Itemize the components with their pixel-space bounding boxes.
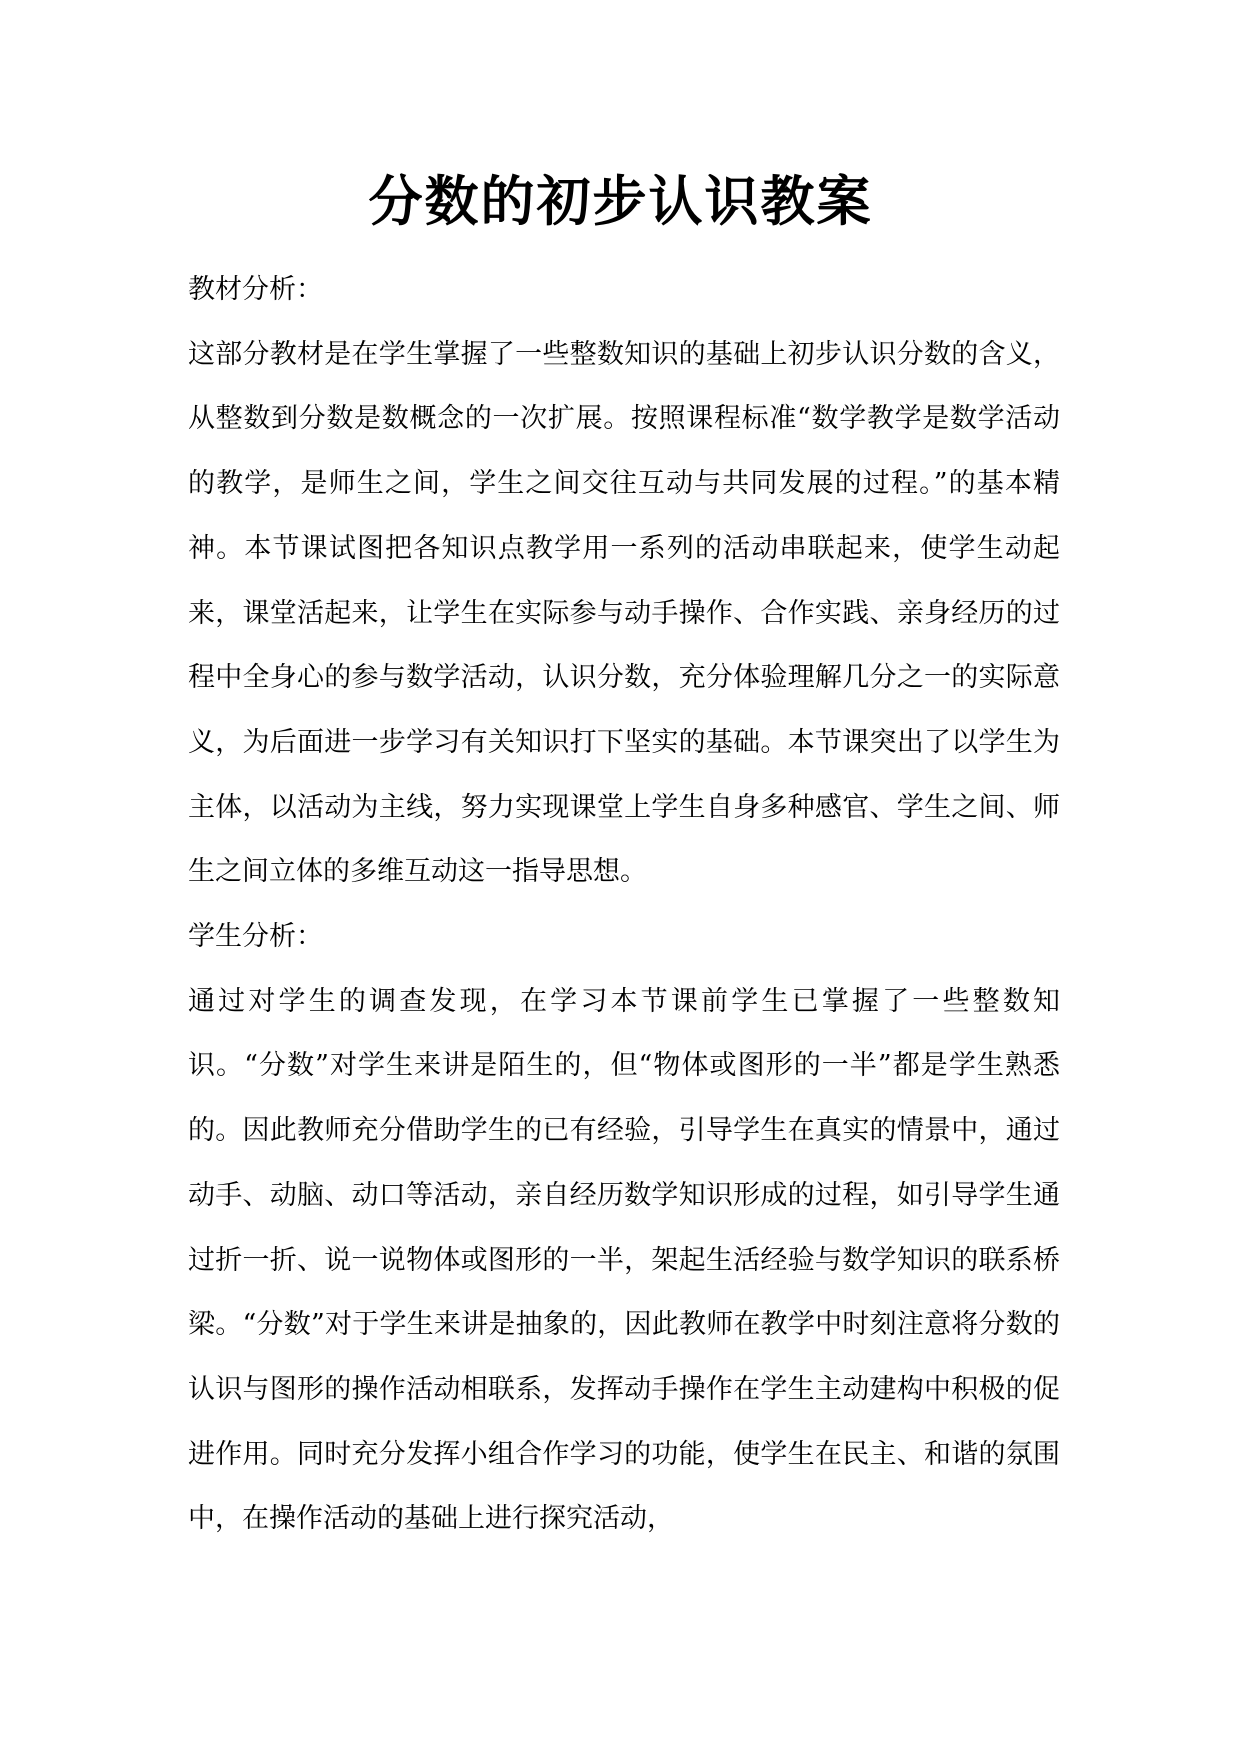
document-title: 分数的初步认识教案: [368, 169, 873, 233]
student-analysis-heading: 学生分析：: [188, 921, 323, 953]
document-body: [188, 258, 1060, 1552]
student-analysis-paragraph: 通过对学生的调查发现，在学习本节课前学生已掌握了一些整数知识。“分数”对学生来讲是陌生的，但“物体或图形的一半”都是学生熟悉的。因此教师充分借助学生的已有经验，引导学生在真实的情景中，通过动手、动脑、动口等活动，亲自经历数学知识形成的过程，如引导学生通过折一折、说一说物体或图形的一半，架起生活经验与数学知识的联系桥梁。“分数”对于学生来讲是抽象的，因此教师在教学中时刻注意将分数的认识与图形的操作活动相联系，发挥动手操作在学生主动建构中积极的促进作用。同时充分发挥小组合作学习的功能，使学生在民主、和谐的氛围中，在操作活动的基础上进行探究活动，: [188, 985, 1060, 1535]
material-analysis-heading: 教材分析：: [188, 274, 323, 305]
material-analysis-paragraph: 这部分教材是在学生掌握了一些整数知识的基础上初步认识分数的含义，从整数到分数是数概念的一次扩展。按照课程标准“数学教学是数学活动的教学，是师生之间，学生之间交往互动与共同发展的过程。”的基本精神。本节课试图把各知识点教学用一系列的活动串联起来，使学生动起来，课堂活起来，让学生在实际参与动手操作、合作实践、亲身经历的过程中全身心的参与数学活动，认识分数，充分体验理解几分之一的实际意义，为后面进一步学习有关知识打下坚实的基础。本节课突出了以学生为主体，以活动为主线，努力实现课堂上学生自身多种感官、学生之间、师生之间立体的多维互动这一指导思想。: [188, 338, 1060, 888]
